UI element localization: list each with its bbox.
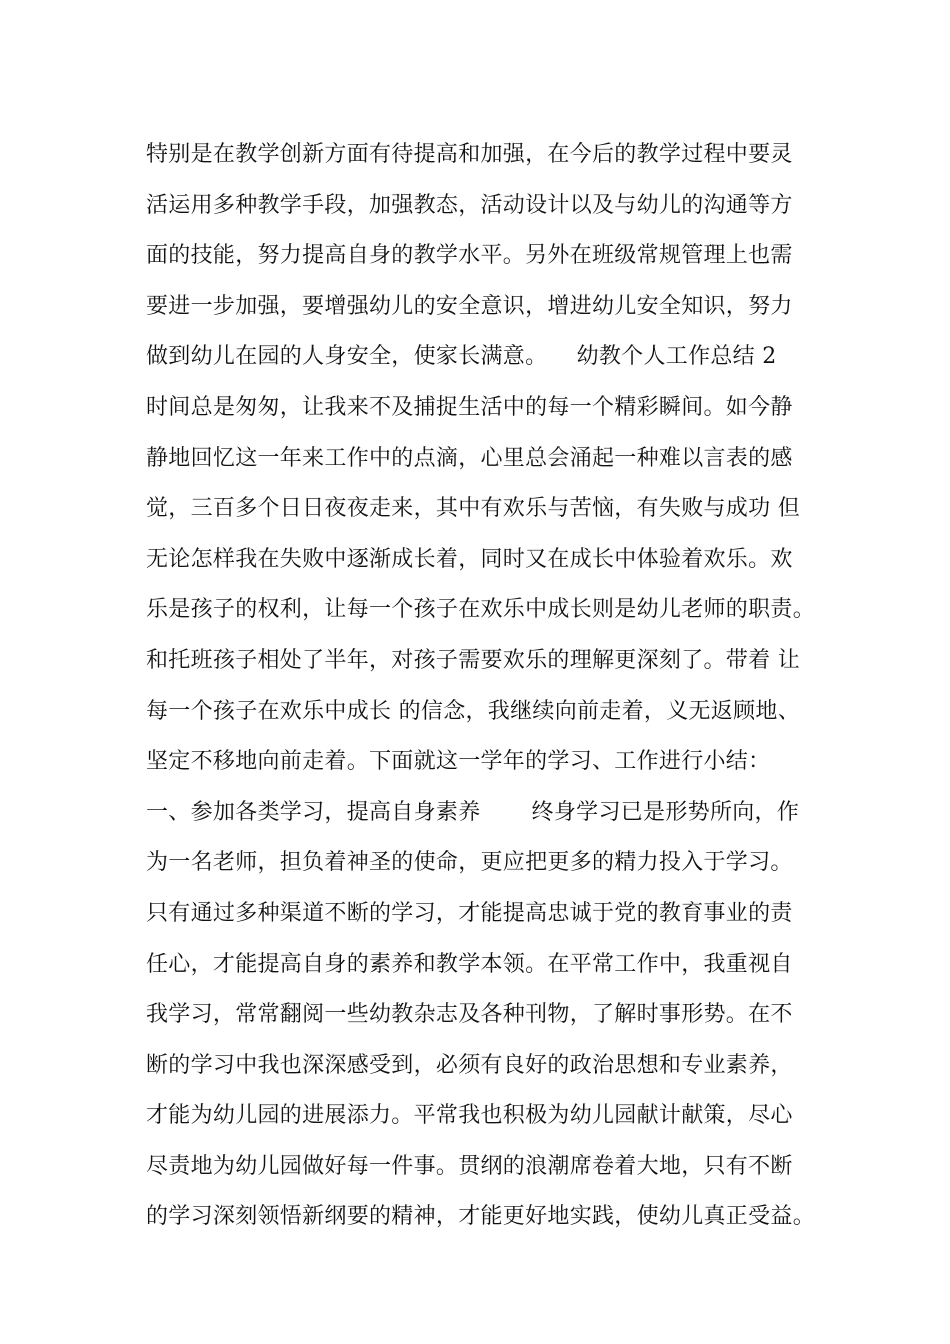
text-line: 觉，三百多个日日夜夜走来，其中有欢乐与苦恼，有失败与成功 但 bbox=[146, 496, 800, 522]
body-text bbox=[146, 130, 836, 1243]
text-line: 的学习深刻领悟新纲要的精神，才能更好地实践，使幼儿真正受益。 bbox=[146, 1204, 816, 1230]
text-line: 特别是在教学创新方面有待提高和加强，在今后的教学过程中要灵 bbox=[146, 142, 793, 167]
text-line: 一、参加各类学习，提高自身素养 终身学习已是形势所向，作 bbox=[146, 799, 800, 825]
text-line: 每一个孩子在欢乐中成长 的信念，我继续向前走着，义无返顾地、 bbox=[146, 698, 800, 724]
text-line: 时间总是匆匆，让我来不及捕捉生活中的每一个精彩瞬间。如今静 bbox=[146, 394, 793, 420]
text-line: 面的技能，努力提高自身的教学水平。另外在班级常规管理上也需 bbox=[146, 243, 793, 269]
text-line: 我学习，常常翻阅一些幼教杂志及各种刊物，了解时事形势。在不 bbox=[146, 1002, 793, 1028]
text-line: 要进一步加强，要增强幼儿的安全意识，增进幼儿安全知识，努力 bbox=[146, 293, 793, 319]
text-line: 乐是孩子的权利，让每一个孩子在欢乐中成长则是幼儿老师的职责。 bbox=[146, 597, 816, 623]
text-line: 无论怎样我在失败中逐渐成长着，同时又在成长中体验着欢乐。欢 bbox=[146, 546, 793, 572]
text-line: 才能为幼儿园的进展添力。平常我也积极为幼儿园献计献策，尽心 bbox=[146, 1103, 793, 1129]
text-line: 和托班孩子相处了半年，对孩子需要欢乐的理解更深刻了。带着 让 bbox=[146, 647, 800, 673]
text-line: 静地回忆这一年来工作中的点滴，心里总会涌起一种难以言表的感 bbox=[146, 445, 793, 471]
text-line: 尽责地为幼儿园做好每一件事。贯纲的浪潮席卷着大地，只有不断 bbox=[146, 1153, 793, 1179]
text-line: 做到幼儿在园的人身安全，使家长满意。 幼教个人工作总结 2 bbox=[146, 344, 777, 370]
text-line: 只有通过多种渠道不断的学习，才能提高忠诚于党的教育事业的责 bbox=[146, 900, 793, 926]
text-line: 为一名老师，担负着神圣的使命，更应把更多的精力投入于学习。 bbox=[146, 850, 793, 876]
text-line: 任心，才能提高自身的素养和教学本领。在平常工作中，我重视自 bbox=[146, 951, 793, 977]
text-line: 坚定不移地向前走着。下面就这一学年的学习、工作进行小结： bbox=[146, 749, 771, 775]
text-line: 活运用多种教学手段，加强教态，活动设计以及与幼儿的沟通等方 bbox=[146, 192, 793, 218]
text-line: 断的学习中我也深深感受到，必须有良好的政治思想和专业素养， bbox=[146, 1052, 793, 1078]
